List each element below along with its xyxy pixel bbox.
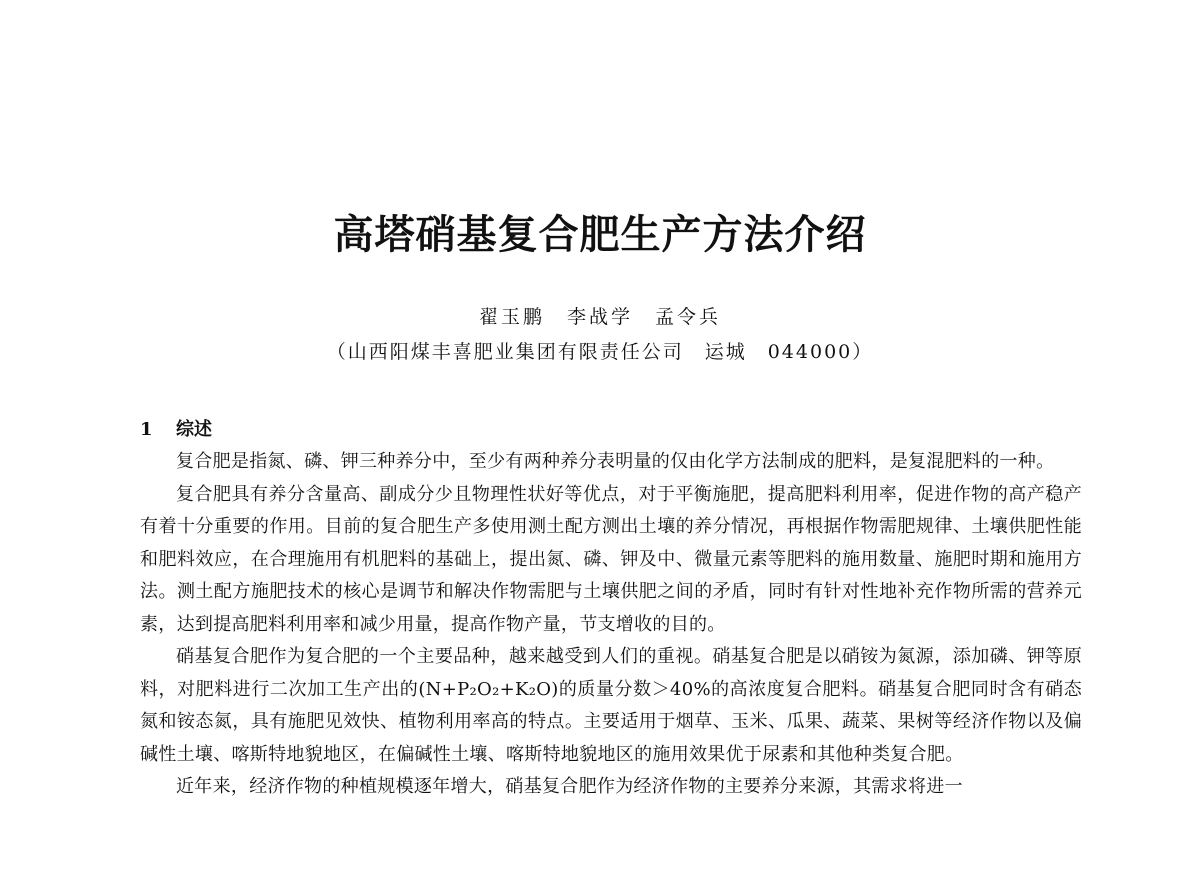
section-heading: [140, 414, 212, 446]
paragraph-2: 复合肥具有养分含量高、副成分少且物理性状好等优点，对于平衡施肥，提高肥料利用率，促进作物的高产稳产有着十分重要的作用。目前的复合肥生产多使用测土配方测出土壤的养分情况，再根据作物需肥规律、土壤供肥性能和肥料效应，在合理施用有机肥料的基础上，提出氮、磷、钾及中、微量元素等肥料的施用数量、施肥时期和施用方法。测土配方施肥技术的核心是调节和解决作物需肥与土壤供肥之间的矛盾，同时有针对性地补充作物所需的营养元素，达到提高肥料利用率和减少用量，提高作物产量，节支增收的目的。: [140, 483, 1082, 635]
section-title: 综述: [176, 419, 212, 440]
paragraph-1: 复合肥是指氮、磷、钾三种养分中，至少有两种养分表明量的仅由化学方法制成的肥料，是复混肥料的一种。: [176, 451, 1055, 472]
paragraph-3: 硝基复合肥作为复合肥的一个主要品种，越来越受到人们的重视。硝基复合肥是以硝铵为氮源，添加磷、钾等原料，对肥料进行二次加工生产出的(N+P₂O₂+K₂O)的质量分数＞40%的高浓度复合肥料。硝基复合肥同时含有硝态氮和铵态氮，具有施肥见效快、植物利用率高的特点。主要适用于烟草、玉米、瓜果、蔬菜、果树等经济作物以及偏碱性土壤、喀斯特地貌地区，在偏碱性土壤、喀斯特地貌地区的施用效果优于尿素和其他种类复合肥。: [140, 646, 1082, 765]
article-title: 高塔硝基复合肥生产方法介绍: [333, 211, 867, 258]
affiliation-line: （山西阳煤丰喜肥业集团有限责任公司 运城 044000）: [326, 341, 874, 363]
author-line: 翟玉鹏 李战学 孟令兵: [478, 306, 721, 328]
paragraph-4: 近年来，经济作物的种植规模逐年增大，硝基复合肥作为经济作物的主要养分来源，其需求将进一: [176, 776, 963, 797]
section-number: 1: [140, 419, 153, 440]
body-text: [140, 446, 1082, 804]
